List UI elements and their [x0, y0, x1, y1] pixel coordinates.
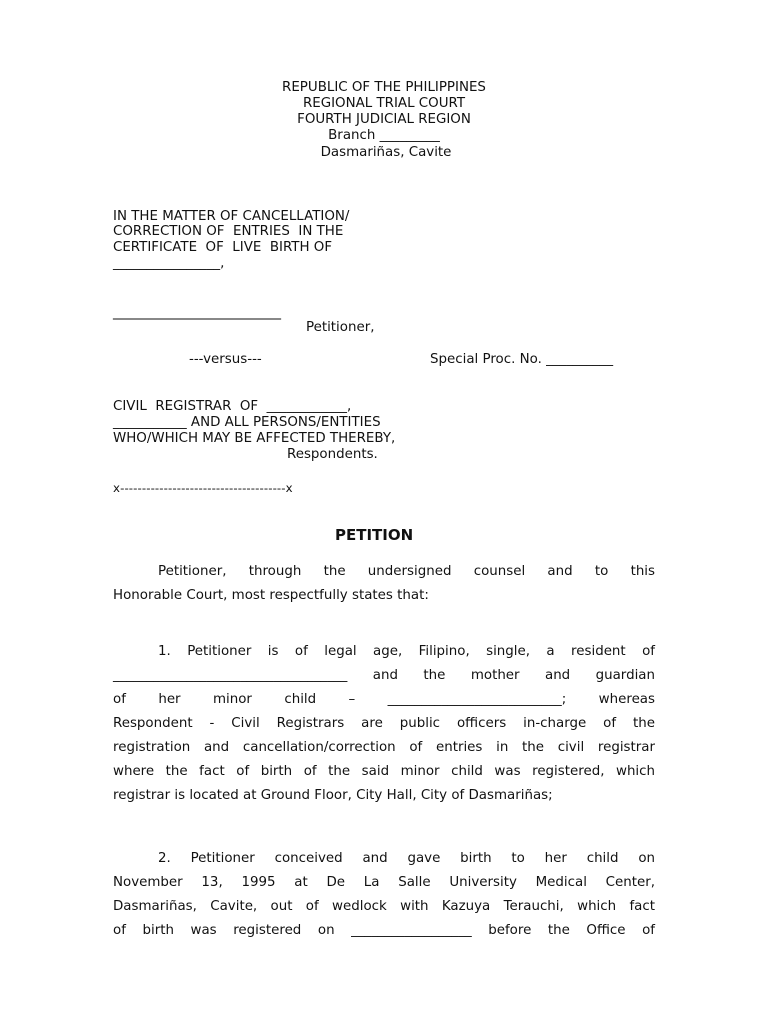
para1-line-4: Respondent - Civil Registrars are public officers in-charge of the — [113, 716, 655, 731]
para1-line-7: registrar is located at Ground Floor, City Hall, City of Dasmariñas; — [113, 788, 553, 803]
header-court: REGIONAL TRIAL COURT — [302, 96, 466, 111]
intro-line-2: Honorable Court, most respectfully states that: — [113, 588, 429, 603]
matter-line-1: IN THE MATTER OF CANCELLATION/ — [113, 209, 350, 224]
para2-line-3: Dasmariñas, Cavite, out of wedlock with Kazuya Terauchi, which fact — [113, 899, 655, 914]
para1-line-1: 1. Petitioner is of legal age, Filipino, single, a resident of — [158, 644, 655, 659]
versus-label: ---versus--- — [189, 352, 262, 367]
caption-divider: x--------------------------------------x — [113, 481, 293, 495]
respondent-line-1: CIVIL REGISTRAR OF ____________, — [113, 399, 352, 414]
header-location: Dasmariñas, Cavite — [320, 145, 452, 160]
respondent-line-3: WHO/WHICH MAY BE AFFECTED THEREBY, — [113, 431, 396, 446]
para2-line-2: November 13, 1995 at De La Salle University Medical Center, — [113, 875, 655, 890]
matter-line-3: CERTIFICATE OF LIVE BIRTH OF — [113, 240, 333, 255]
para1-line-2: ___________________________________ and the mother and guardian — [113, 668, 655, 683]
matter-line-4: ________________, — [113, 256, 225, 271]
petitioner-blank: ________________________ — [113, 304, 281, 320]
matter-line-2: CORRECTION OF ENTRIES IN THE — [113, 224, 344, 239]
para2-line-1: 2. Petitioner conceived and gave birth to her child on — [158, 851, 655, 866]
para1-line-5: registration and cancellation/correction of entries in the civil registrar — [113, 740, 655, 755]
respondent-line-2: ___________ AND ALL PERSONS/ENTITIES — [113, 415, 381, 430]
header-region: FOURTH JUDICIAL REGION — [297, 112, 471, 127]
intro-paragraph — [113, 560, 655, 608]
header-branch: Branch _________ — [328, 128, 440, 143]
paragraph-1 — [113, 640, 655, 808]
petitioner-label: Petitioner, — [306, 320, 375, 335]
para2-line-4: of birth was registered on __________________ before the Office of — [113, 923, 655, 938]
special-proc-number: Special Proc. No. __________ — [430, 352, 614, 367]
respondents-label: Respondents. — [287, 447, 378, 462]
document-title: PETITION — [335, 526, 414, 544]
paragraph-2 — [113, 847, 655, 943]
intro-line-1: Petitioner, through the undersigned counsel and to this — [158, 564, 655, 579]
para1-line-3: of her minor child – __________________________; whereas — [113, 692, 655, 707]
header-republic: REPUBLIC OF THE PHILIPPINES — [282, 80, 486, 95]
para1-line-6: where the fact of birth of the said minor child was registered, which — [113, 764, 655, 779]
